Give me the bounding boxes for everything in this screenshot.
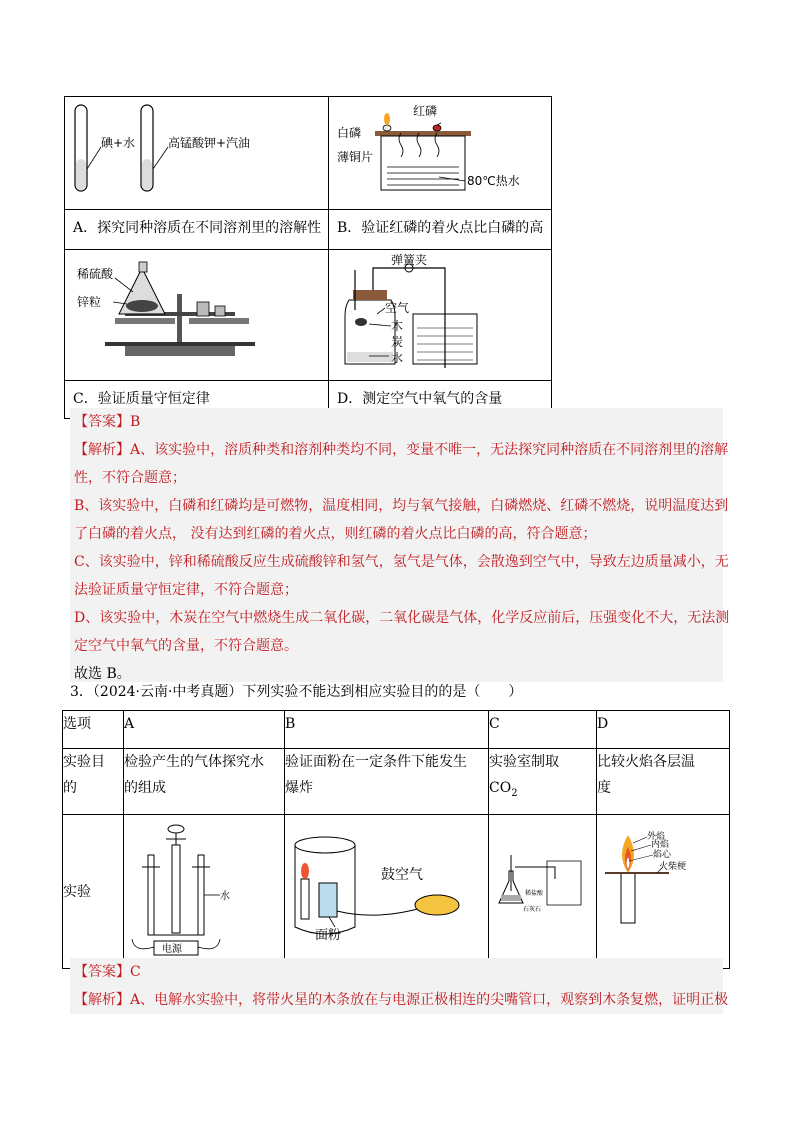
header-b: B [285,711,489,749]
label-charcoal: 炭 [391,335,404,349]
experiment-d-image [597,815,730,969]
answer-tag: 【答案】 [74,414,130,430]
flame-diagram [597,815,717,959]
label-iodine-water: 碘+水 [101,136,136,150]
experiment-a-image [124,815,285,969]
caption-a: A．探究同种溶质在不同溶剂里的溶解性 [73,220,322,236]
header-a: A [124,711,285,749]
cell-b-caption [329,210,552,250]
label-inner-flame: 内焰 [651,840,670,850]
label-power: 电源 [162,944,182,955]
phosphorus-diagram [329,97,551,205]
purpose-a: 检验产生的气体探究水 的组成 [124,749,285,815]
analysis-line-4: 了白磷的着火点， 没有达到红磷的着火点，则红磷的着火点比白磷的高，符合题意； [74,526,597,542]
label-zinc: 锌粒 [77,295,102,309]
label-limestone: 石灰石 [523,906,542,913]
label-blow-air: 鼓空气 [381,867,423,883]
answer-value: B [130,414,141,430]
analysis-line-5: C、该实验中，锌和稀硫酸反应生成硫酸锌和氢气，氢气是气体，会散逸到空气中，导致左边质量减小，无 [74,554,729,570]
answer-line-2: 【答案】C [74,964,141,980]
label-kmno4-gasoline: 高锰酸钾+汽油 [168,136,251,150]
answer-block-2 [70,958,729,1014]
answer-block-1 [70,408,730,682]
caption-d: D．测定空气中氧气的含量 [337,391,503,407]
label-water: 水 [391,351,404,365]
label-flour: 面粉 [315,928,342,943]
label-red-phosphorus: 红磷 [413,104,438,118]
label-hydrochloric-acid: 稀盐酸 [525,890,544,897]
label-dilute-acid: 稀硫酸 [77,267,114,281]
cell-a-image [65,97,329,210]
cell-a-caption [65,210,329,250]
analysis-line-q3-1: 【解析】A、电解水实验中，将带火星的木条放在与电源正极相连的尖嘴管口，观察到木条复燃，证明正极 [74,992,729,1008]
label-water-a: 水 [220,891,230,902]
label-hot-water: 80℃热水 [467,174,520,188]
label-wood: 木 [391,319,404,333]
cell-c-image [65,250,329,381]
experiment-b-image [285,815,489,969]
electrolysis-diagram [124,815,284,959]
label-white-phosphorus: 白磷 [337,126,362,140]
purpose-c: 实验室制取 $CO_2$ [489,749,597,815]
label-air: 空气 [385,301,410,315]
label-spring-clip: 弹簧夹 [391,253,428,267]
header-option: 选项 [63,711,124,749]
caption-c: C．验证质量守恒定律 [73,391,210,407]
analysis-line-3: B、该实验中，白磷和红磷均是可燃物，温度相同，均与氧气接触，白磷燃烧、红磷不燃烧，说明温度达到 [74,498,729,514]
analysis-line-7: D、该实验中，木炭在空气中燃烧生成二氧化碳，二氧化碳是气体，化学反应前后，压强变化不大，无法测 [74,610,730,626]
analysis-line-8: 定空气中氧气的含量，不符合题意。 [74,638,298,654]
purpose-d: 比较火焰各层温 度 [597,749,730,815]
answer-value-2: C [130,964,141,980]
conclusion-line: 故选 B。 [74,666,131,682]
analysis-line-1: 【解析】A、该实验中，溶质种类和溶剂种类均不同，变量不唯一，无法探究同种溶质在不同溶剂里的溶解 [74,442,729,458]
co2-preparation-diagram [489,815,596,959]
cell-d-image [329,250,552,381]
experiment-c-image [489,815,597,969]
row-label-experiment: 实验 [63,815,124,969]
row-label-purpose: 实验目 的 [63,749,124,815]
test-tubes-diagram [65,97,328,205]
caption-b: B．验证红磷的着火点比白磷的高 [337,220,544,236]
question-3-text: 3．（2024·云南·中考真题）下列实验不能达到相应实验目的的是（ ） [70,684,523,700]
experiment-table-q3 [62,710,730,969]
analysis-tag: 【解析】 [74,442,130,458]
header-d: D [597,711,730,749]
balance-diagram [65,250,328,376]
cell-b-image [329,97,552,210]
label-outer-flame: 外焰 [647,832,666,842]
experiment-table-top [64,96,552,419]
answer-line [70,408,723,436]
header-c: C [489,711,597,749]
flour-explosion-diagram [285,815,488,959]
analysis-line-6: 法验证质量守恒定律，不符合题意； [74,582,298,598]
label-match-stick: 火柴梗 [659,862,687,872]
label-copper-sheet: 薄铜片 [337,150,374,164]
label-flame-core: 焰心 [653,850,672,860]
purpose-b: 验证面粉在一定条件下能发生 爆炸 [285,749,489,815]
analysis-line-2: 性，不符合题意； [74,470,186,486]
oxygen-measure-diagram [329,250,551,376]
